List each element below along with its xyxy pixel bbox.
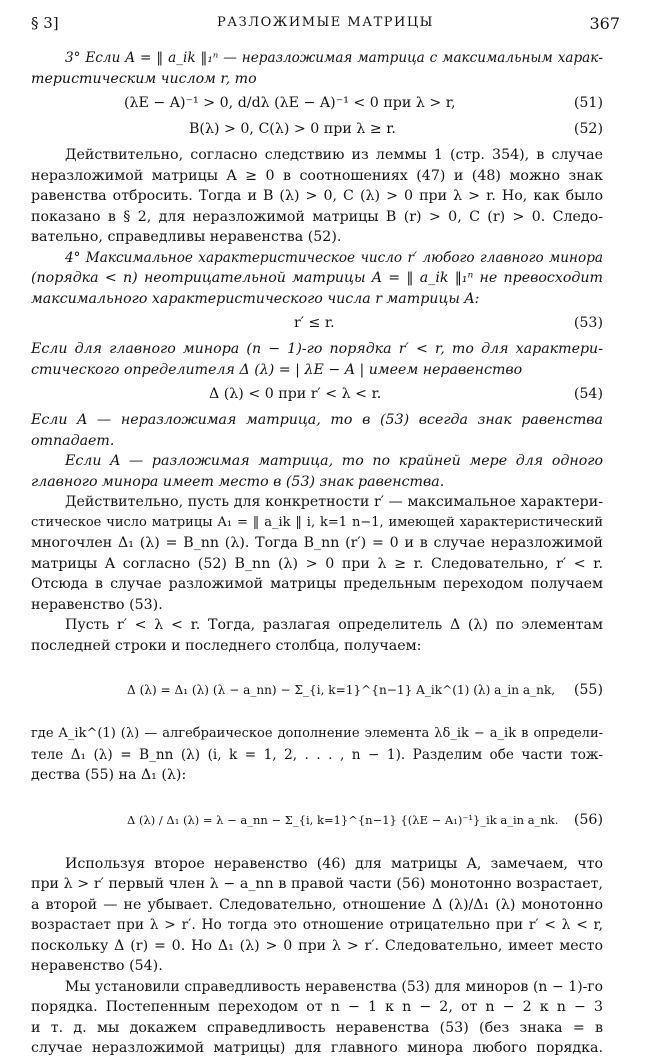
text-line: неразложимой матрицы A ≥ 0 в соотношениях (47) и (48) можно знак [31,167,603,184]
text-line: Отсюда в случае разложимой матрицы предельным переходом получаем [31,576,603,592]
equation-expression: r′ ≤ r. [294,315,335,331]
equation-expression: B(λ) > 0, C(λ) > 0 при λ ≥ r. [189,121,396,137]
equation-number: (53) [573,315,603,331]
equation-number: (55) [573,682,603,698]
chapter-title: РАЗЛОЖИМЫЕ МАТРИЦЫ [217,15,434,30]
text-line: а второй — не убывает. Следовательно, отношение Δ (λ)/Δ₁ (λ) монотонно [31,896,603,913]
equation-55 [31,662,603,720]
text-line: равенства отбросить. Тогда и B (λ) > 0, C (λ) > 0 при λ > r. Но, как было [31,188,603,204]
text-line: стическое число матрицы A₁ = ‖ a_ik ‖ i, k=1 n−1, имеющей характеристический [31,514,603,530]
section-reference: § 3] [31,14,59,32]
text-line: порядка. Постепенным переходом от n − 1 к n − 2, от n − 2 к n − 3 [31,999,603,1015]
page-number: 367 [589,14,620,33]
text-line: где A_ik^(1) (λ) — алгебраическое дополнение элемента λδ_ik − a_ik в определи- [31,726,603,741]
equation-number: (52) [573,121,603,137]
text-line: вательно, справедливы неравенства (52). [31,229,342,245]
text-line: Мы установили справедливость неравенства (53) для миноров (n − 1)-го [65,978,603,995]
text-line: поскольку Δ (r) = 0. Но Δ₁ (λ) > 0 при λ > r′. Следовательно, имеет место [31,937,603,954]
text-line: при λ > r′ первый член λ − a_nn в правой части (56) монотонно возрастает, [31,876,603,892]
equation-expression: (λE − A)⁻¹ > 0, d/dλ (λE − A)⁻¹ < 0 при λ > r, [124,95,456,111]
text-line: Если для главного минора (n − 1)-го порядка r′ < r, то для характери- [31,341,603,357]
equation-expression: Δ (λ) = Δ₁ (λ) (λ − a_nn) − Σ_{i, k=1}^{n−1} A_ik^(1) (λ) a_in a_nk, [127,683,556,697]
equation-number: (56) [573,811,603,828]
text-line: Действительно, согласно следствию из леммы 1 (стр. 354), в случае [65,147,603,163]
running-header [31,14,620,36]
text-line: 4° Максимальное характеристическое число r′ любого главного минора [65,249,603,266]
text-line: главного минора имеет место в (53) знак равенства. [31,473,445,490]
text-line: случае неразложимой матрицы) для главного минора любого порядка. [31,1040,603,1056]
text-line: и т. д. мы докажем справедливость неравенства (53) (без знака = в [31,1019,603,1036]
equation-53 [31,313,603,335]
text-line: Используя второе неравенство (46) для матрицы A, замечаем, что [65,855,603,872]
text-line: неравенство (54). [31,958,163,974]
equation-expression: Δ (λ) / Δ₁ (λ) = λ − a_nn − Σ_{i, k=1}^{n−1} {(λE − A₁)⁻¹}_ik a_in a_nk. [127,812,559,827]
text-line: теристическим числом r, то [31,70,257,87]
text-line: стического определителя Δ (λ) = | λE − A | имеем неравенство [31,361,523,378]
equation-number: (54) [573,386,603,402]
equation-51 [31,93,603,115]
text-line: многочлен Δ₁ (λ) = B_nn (λ). Тогда B_nn (r′) = 0 и в случае неразложимой [31,535,603,551]
equation-56 [31,792,603,850]
text-line: максимального характеристического числа r матрицы A: [31,290,480,307]
text-line: Действительно, пусть для конкретности r′ — максимальное характери- [65,494,603,510]
text-line: возрастает при λ > r′. Но тогда это отношение отрицательно при r′ < λ < r, [31,917,603,933]
text-line: неравенство (53). [31,596,163,613]
text-line: отпадает. [31,432,115,449]
text-line: Если A — разложимая матрица, то по крайней мере для одного [65,453,603,469]
text-line: 3° Если A = ‖ a_ik ‖₁ⁿ — неразложимая матрица с максимальным харак- [65,50,603,66]
text-line: Пусть r′ < λ < r. Тогда, разлагая определитель Δ (λ) по элементам [65,617,603,633]
equation-number: (51) [573,95,603,111]
text-line: показано в § 2, для неразложимой матрицы B (r) > 0, C (r) > 0. Следо- [31,208,603,225]
text-line: Если A — неразложимая матрица, то в (53) всегда знак равенства [31,412,603,428]
equation-expression: Δ (λ) < 0 при r′ < λ < r. [209,386,382,402]
text-line: (порядка < n) неотрицательной матрицы A = ‖ a_ik ‖₁ⁿ не превосходит [31,270,603,286]
text-line: матрицы A согласно (52) B_nn (λ) > 0 при λ ≥ r. Следовательно, r′ < r. [31,555,603,572]
page-body [31,48,603,1059]
text-line: дества (55) на Δ₁ (λ): [31,767,187,783]
text-line: теле Δ₁ (λ) = B_nn (λ) (i, k = 1, 2, . . . , n − 1). Разделим обе части тож- [31,746,603,763]
equation-54 [31,384,603,406]
text-line: последней строки и последнего столбца, получаем: [31,637,422,654]
equation-52 [31,119,603,141]
